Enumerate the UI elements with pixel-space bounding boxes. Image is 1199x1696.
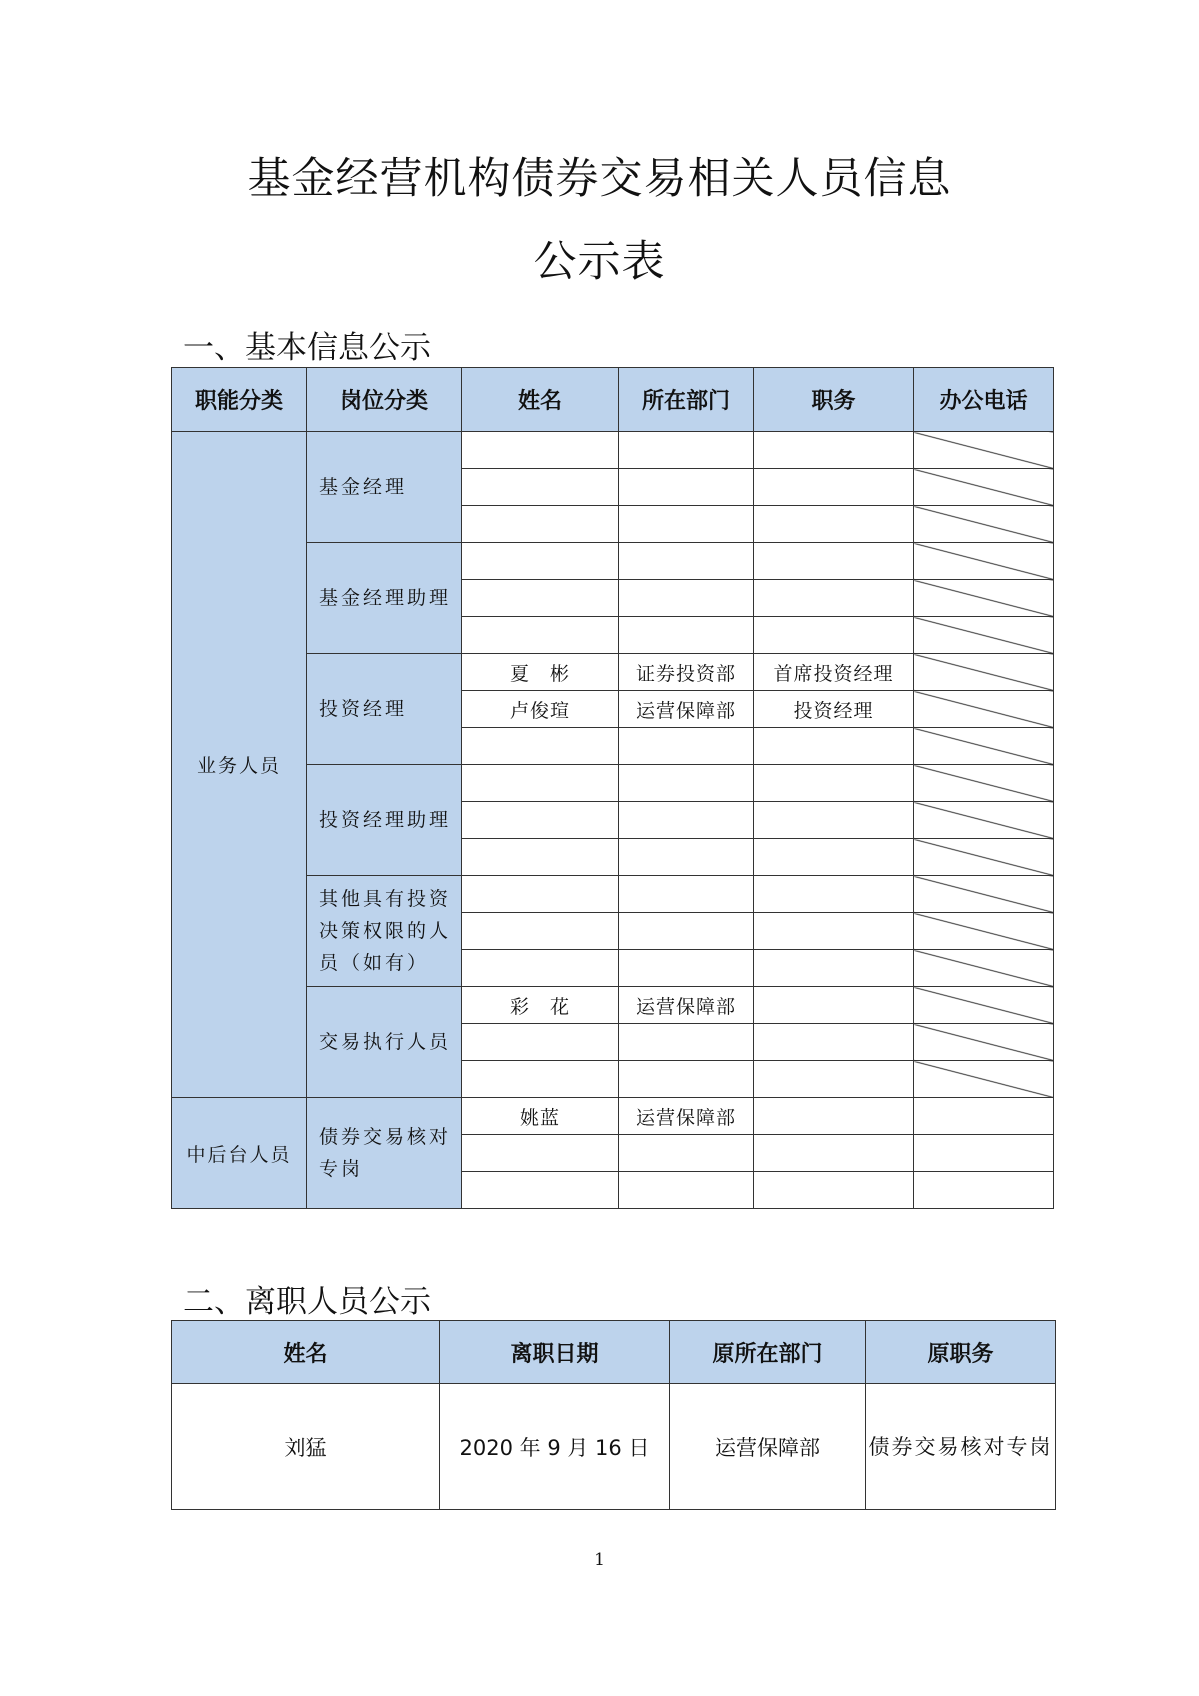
page-number: 1 xyxy=(594,1550,605,1570)
header-department: 所在部门 xyxy=(619,368,754,432)
header-position-category: 岗位分类 xyxy=(307,368,462,432)
phone-cell xyxy=(914,580,1054,617)
phone-cell xyxy=(914,1098,1054,1135)
header-resign-date: 离职日期 xyxy=(440,1321,670,1384)
department-cell: 运营保障部 xyxy=(619,691,754,728)
staff-name-cell xyxy=(462,469,619,506)
staff-name-cell xyxy=(462,839,619,876)
duty-cell xyxy=(754,913,914,950)
header-former-duty: 原职务 xyxy=(866,1321,1056,1384)
header-name: 姓名 xyxy=(172,1321,440,1384)
position-category-cell: 其他具有投资决策权限的人员（如有） xyxy=(307,876,462,987)
header-phone: 办公电话 xyxy=(914,368,1054,432)
staff-name-cell xyxy=(462,580,619,617)
staff-name-cell: 夏 彬 xyxy=(462,654,619,691)
duty-cell: 首席投资经理 xyxy=(754,654,914,691)
table-header-row xyxy=(172,1321,1056,1384)
phone-cell xyxy=(914,839,1054,876)
duty-cell xyxy=(754,1024,914,1061)
position-category-cell: 基金经理助理 xyxy=(307,543,462,654)
phone-cell xyxy=(914,469,1054,506)
department-cell xyxy=(619,802,754,839)
department-cell xyxy=(619,543,754,580)
duty-cell xyxy=(754,1098,914,1135)
phone-cell xyxy=(914,432,1054,469)
staff-name-cell: 卢俊瑄 xyxy=(462,691,619,728)
position-category-cell: 债券交易核对专岗 xyxy=(307,1098,462,1209)
table-row xyxy=(172,1098,1054,1135)
document-title-line2: 公示表 xyxy=(533,237,666,287)
header-function-category: 职能分类 xyxy=(172,368,307,432)
department-cell xyxy=(619,580,754,617)
duty-cell xyxy=(754,987,914,1024)
department-cell: 运营保障部 xyxy=(619,987,754,1024)
resigned-date: 2020 年 9 月 16 日 xyxy=(440,1384,670,1510)
staff-name-cell xyxy=(462,1172,619,1209)
duty-cell xyxy=(754,506,914,543)
phone-cell xyxy=(914,913,1054,950)
phone-cell xyxy=(914,1061,1054,1098)
section1-heading: 一、基本信息公示 xyxy=(183,330,431,366)
phone-cell xyxy=(914,802,1054,839)
duty-cell xyxy=(754,876,914,913)
phone-cell xyxy=(914,1135,1054,1172)
duty-cell xyxy=(754,802,914,839)
staff-name-cell xyxy=(462,802,619,839)
phone-cell xyxy=(914,765,1054,802)
staff-name-cell: 彩 花 xyxy=(462,987,619,1024)
department-cell xyxy=(619,1172,754,1209)
basic-info-table xyxy=(171,367,1054,1209)
header-duty: 职务 xyxy=(754,368,914,432)
table-row xyxy=(172,1384,1056,1510)
staff-name-cell: 姚蓝 xyxy=(462,1098,619,1135)
function-category-cell: 中后台人员 xyxy=(172,1098,307,1209)
department-cell xyxy=(619,1135,754,1172)
staff-name-cell xyxy=(462,950,619,987)
staff-name-cell xyxy=(462,432,619,469)
department-cell xyxy=(619,1061,754,1098)
duty-cell xyxy=(754,469,914,506)
phone-cell xyxy=(914,728,1054,765)
phone-cell xyxy=(914,1024,1054,1061)
staff-name-cell xyxy=(462,876,619,913)
position-category-cell: 投资经理 xyxy=(307,654,462,765)
resigned-duty: 债券交易核对专岗 xyxy=(866,1384,1056,1510)
staff-name-cell xyxy=(462,1061,619,1098)
phone-cell xyxy=(914,506,1054,543)
phone-cell xyxy=(914,1172,1054,1209)
duty-cell xyxy=(754,1135,914,1172)
position-category-cell: 基金经理 xyxy=(307,432,462,543)
department-cell xyxy=(619,839,754,876)
duty-cell xyxy=(754,617,914,654)
resigned-name: 刘猛 xyxy=(172,1384,440,1510)
phone-cell xyxy=(914,543,1054,580)
duty-cell xyxy=(754,765,914,802)
staff-name-cell xyxy=(462,617,619,654)
staff-name-cell xyxy=(462,1024,619,1061)
resigned-staff-table xyxy=(171,1320,1056,1510)
document-title-line1: 基金经营机构债券交易相关人员信息 xyxy=(247,154,952,204)
duty-cell: 投资经理 xyxy=(754,691,914,728)
department-cell xyxy=(619,765,754,802)
department-cell xyxy=(619,617,754,654)
phone-cell xyxy=(914,617,1054,654)
department-cell xyxy=(619,876,754,913)
department-cell xyxy=(619,950,754,987)
duty-cell xyxy=(754,1172,914,1209)
department-cell: 证券投资部 xyxy=(619,654,754,691)
duty-cell xyxy=(754,1061,914,1098)
header-former-department: 原所在部门 xyxy=(670,1321,866,1384)
staff-name-cell xyxy=(462,506,619,543)
department-cell xyxy=(619,432,754,469)
staff-name-cell xyxy=(462,765,619,802)
staff-name-cell xyxy=(462,913,619,950)
basic-info-table-body xyxy=(172,432,1054,1209)
staff-name-cell xyxy=(462,543,619,580)
section2-heading: 二、离职人员公示 xyxy=(183,1284,431,1320)
phone-cell xyxy=(914,950,1054,987)
phone-cell xyxy=(914,691,1054,728)
phone-cell xyxy=(914,876,1054,913)
staff-name-cell xyxy=(462,728,619,765)
department-cell xyxy=(619,469,754,506)
department-cell xyxy=(619,913,754,950)
table-row xyxy=(172,432,1054,469)
duty-cell xyxy=(754,950,914,987)
duty-cell xyxy=(754,432,914,469)
position-category-cell: 交易执行人员 xyxy=(307,987,462,1098)
duty-cell xyxy=(754,839,914,876)
department-cell xyxy=(619,1024,754,1061)
phone-cell xyxy=(914,654,1054,691)
department-cell: 运营保障部 xyxy=(619,1098,754,1135)
department-cell xyxy=(619,506,754,543)
duty-cell xyxy=(754,580,914,617)
table-header-row xyxy=(172,368,1054,432)
department-cell xyxy=(619,728,754,765)
duty-cell xyxy=(754,728,914,765)
resigned-department: 运营保障部 xyxy=(670,1384,866,1510)
duty-cell xyxy=(754,543,914,580)
position-category-cell: 投资经理助理 xyxy=(307,765,462,876)
function-category-cell: 业务人员 xyxy=(172,432,307,1098)
header-name: 姓名 xyxy=(462,368,619,432)
phone-cell xyxy=(914,987,1054,1024)
staff-name-cell xyxy=(462,1135,619,1172)
